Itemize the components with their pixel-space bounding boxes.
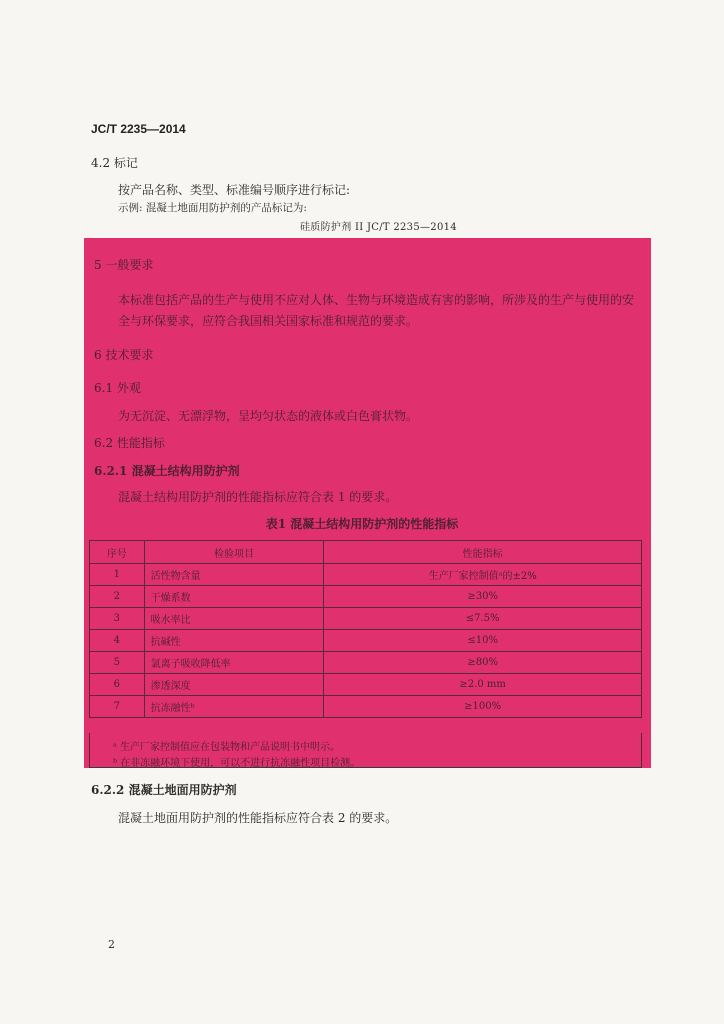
table-row xyxy=(90,586,642,608)
row-no: 5 xyxy=(90,652,145,674)
row-item: 氯离子吸收降低率 xyxy=(144,652,324,674)
row-no: 3 xyxy=(90,608,145,630)
marking-example: 示例: 混凝土地面用防护剂的产品标记为: xyxy=(118,202,307,214)
header-spec: 性能指标 xyxy=(324,541,642,564)
product-mark: 硅质防护剂 II JC/T 2235—2014 xyxy=(300,222,457,233)
row-spec: ≥100% xyxy=(324,696,642,718)
row-no: 7 xyxy=(90,696,145,718)
table-1-caption: 表1 混凝土结构用防护剂的性能指标 xyxy=(265,517,459,531)
table-note-b: ᵇ 在非冻融环境下使用，可以不进行抗冻融性项目检测。 xyxy=(113,758,361,769)
row-item: 干燥系数 xyxy=(144,586,324,608)
table-header-row xyxy=(90,541,642,564)
table-note-a: ᵃ 生产厂家控制值应在包装物和产品说明书中明示。 xyxy=(113,742,341,753)
row-no: 4 xyxy=(90,630,145,652)
row-spec: ≥80% xyxy=(324,652,642,674)
section-6-2-2-heading: 6.2.2 混凝土地面用防护剂 xyxy=(91,783,237,797)
standard-code: JC/T 2235—2014 xyxy=(91,122,186,136)
section-6-1-heading: 6.1 外观 xyxy=(94,381,141,395)
marking-intro: 按产品名称、类型、标准编号顺序进行标记: xyxy=(118,183,351,197)
table-row xyxy=(90,608,642,630)
table-row xyxy=(90,696,642,718)
section-6-1-text: 为无沉淀、无漂浮物，呈均匀状态的液体或白色膏状物。 xyxy=(118,409,419,423)
header-no: 序号 xyxy=(90,541,145,564)
section-4-2-heading: 4.2 标记 xyxy=(91,156,138,170)
section-5-heading: 5 一般要求 xyxy=(94,258,154,272)
section-6-2-1-text: 混凝土结构用防护剂的性能指标应符合表 1 的要求。 xyxy=(118,490,398,504)
row-spec: ≤7.5% xyxy=(324,608,642,630)
section-6-2-heading: 6.2 性能指标 xyxy=(94,436,165,450)
row-no: 6 xyxy=(90,674,145,696)
row-no: 2 xyxy=(90,586,145,608)
row-item: 活性物含量 xyxy=(144,564,324,586)
section-5-text: 本标准包括产品的生产与使用不应对人体、生物与环境造成有害的影响，所涉及的生产与使用的安全与环保要求，应符合我国相关国家标准和规范的要求。 xyxy=(118,293,635,328)
table-1 xyxy=(89,540,642,718)
row-item: 吸水率比 xyxy=(144,608,324,630)
section-6-heading: 6 技术要求 xyxy=(94,348,154,362)
section-6-2-1-heading: 6.2.1 混凝土结构用防护剂 xyxy=(94,464,240,478)
row-spec: 生产厂家控制值ᵃ的±2% xyxy=(324,564,642,586)
header-item: 检验项目 xyxy=(144,541,324,564)
table-row xyxy=(90,652,642,674)
page-number: 2 xyxy=(108,938,115,951)
row-item: 抗碱性 xyxy=(144,630,324,652)
row-no: 1 xyxy=(90,564,145,586)
section-6-2-2-text: 混凝土地面用防护剂的性能指标应符合表 2 的要求。 xyxy=(118,811,398,825)
row-spec: ≥2.0 mm xyxy=(324,674,642,696)
table-row xyxy=(90,674,642,696)
table-row xyxy=(90,630,642,652)
row-item: 渗透深度 xyxy=(144,674,324,696)
row-spec: ≤10% xyxy=(324,630,642,652)
row-item: 抗冻融性ᵇ xyxy=(144,696,324,718)
row-spec: ≥30% xyxy=(324,586,642,608)
table-row xyxy=(90,564,642,586)
table-bottom-rule xyxy=(89,767,642,768)
